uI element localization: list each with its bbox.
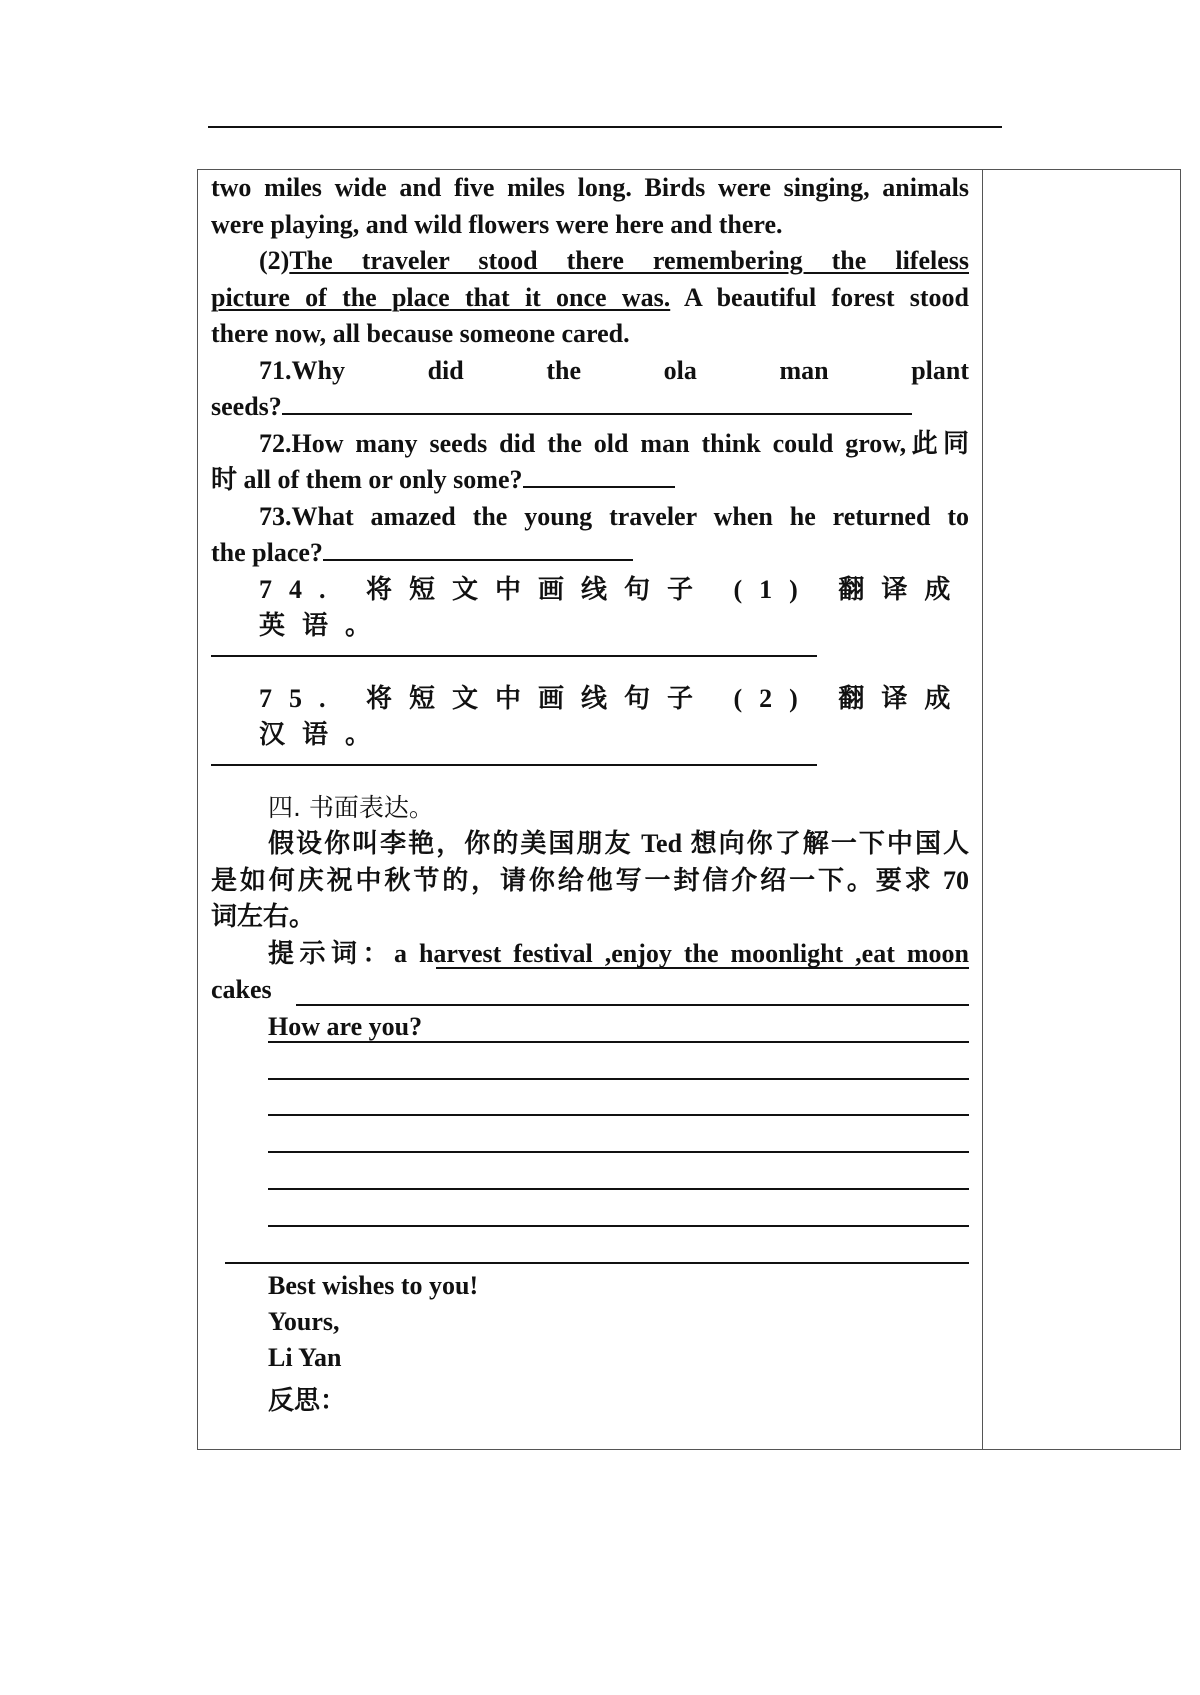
letter-greeting bbox=[211, 1009, 969, 1046]
question-text: 74. 将短文中画线句子 (1) 翻译成英语。 bbox=[259, 574, 968, 640]
worksheet-content bbox=[211, 170, 969, 1045]
writing-line[interactable] bbox=[436, 967, 969, 969]
question-text: the place? bbox=[211, 538, 323, 567]
prompt-text: 假设你叫李艳，你的美国朋友 Ted 想向你了解一下中国人 bbox=[268, 829, 969, 858]
writing-line[interactable] bbox=[225, 1262, 969, 1264]
writing-prompt bbox=[211, 899, 969, 936]
question-73: 73.What amazed the young traveler when he returned to bbox=[259, 501, 969, 531]
answer-line-74[interactable] bbox=[211, 645, 969, 681]
letter-yours: Yours, bbox=[268, 1307, 340, 1336]
passage-line: were playing, and wild flowers were here and there. bbox=[211, 209, 783, 239]
table-column-divider bbox=[982, 169, 983, 1450]
writing-line[interactable] bbox=[268, 1041, 969, 1043]
question-71: 71.Why did the ola man plant bbox=[259, 355, 969, 385]
answer-blank[interactable] bbox=[523, 462, 675, 488]
question-74 bbox=[211, 572, 969, 645]
question-72-cont bbox=[211, 462, 969, 499]
answer-blank[interactable] bbox=[282, 389, 912, 415]
sentence-marker: (2) bbox=[259, 246, 290, 275]
writing-prompt bbox=[211, 863, 969, 900]
question-71-cont bbox=[211, 389, 969, 426]
question-text: 75. 将短文中画线句子 (2) 翻译成汉语。 bbox=[259, 683, 968, 749]
reflection-label: 反思： bbox=[268, 1386, 347, 1416]
writing-line[interactable] bbox=[296, 1004, 969, 1006]
writing-prompt bbox=[211, 826, 969, 863]
section-heading-writing: 四. 书面表达。 bbox=[268, 792, 434, 822]
letter-signature: Li Yan bbox=[268, 1343, 342, 1372]
writing-hint: cakes bbox=[211, 975, 272, 1004]
passage-line: two miles wide and five miles long. Birds were singing, animals bbox=[211, 173, 969, 202]
answer-blank[interactable] bbox=[323, 535, 633, 561]
greeting-text: How are you? bbox=[268, 1011, 423, 1041]
passage-line: there now, all because someone cared. bbox=[211, 319, 630, 348]
question-75 bbox=[211, 681, 969, 754]
writing-line[interactable] bbox=[268, 1188, 969, 1190]
underlined-sentence-2 bbox=[211, 243, 969, 280]
prompt-text: 是如何庆祝中秋节的，请你给他写一封信介绍一下。要求 70 bbox=[211, 865, 969, 895]
passage-text: A beautiful forest stood bbox=[670, 282, 969, 312]
prompt-text: 词左右。 bbox=[211, 902, 316, 931]
header-rule bbox=[208, 126, 1002, 128]
underlined-text: picture of the place that it once was. bbox=[211, 282, 671, 312]
question-72 bbox=[211, 426, 969, 463]
writing-line[interactable] bbox=[268, 1114, 969, 1116]
writing-line[interactable] bbox=[268, 1078, 969, 1080]
question-text: seeds? bbox=[211, 392, 282, 421]
writing-line[interactable] bbox=[268, 1151, 969, 1153]
answer-line-75[interactable] bbox=[211, 754, 969, 790]
question-text: 时 all of them or only some? bbox=[211, 465, 523, 494]
underlined-text: The traveler stood there remembering the lifeless bbox=[289, 246, 969, 275]
hint-text: 提示词：a harvest festival ,enjoy the moonlight ,eat moon bbox=[268, 938, 969, 968]
writing-line[interactable] bbox=[268, 1225, 969, 1227]
question-text: 72.How many seeds did the old man think could grow,此同 bbox=[259, 428, 969, 458]
letter-closing: Best wishes to you! bbox=[268, 1271, 479, 1300]
question-73-cont bbox=[211, 535, 969, 572]
passage-line bbox=[211, 280, 969, 317]
